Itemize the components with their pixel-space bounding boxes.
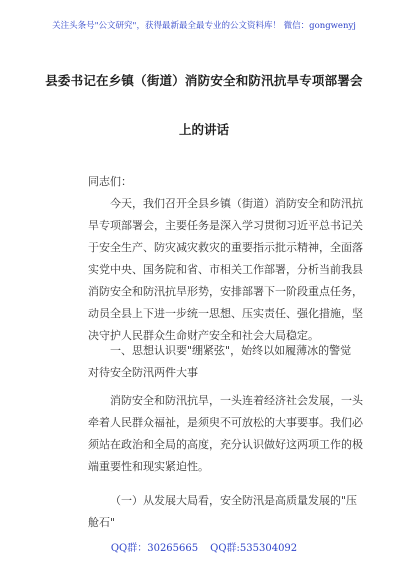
heading-line: 舱石" (88, 516, 116, 529)
salutation (88, 171, 324, 193)
paragraph-line: 消防安全和防汛抗旱，一头连着经济社会发展，一头 (110, 394, 363, 407)
paragraph-line: 决守护人民群众生命财产安全和社会大局稳定。 (88, 329, 319, 342)
subsection-heading-1 (88, 490, 358, 534)
paragraph-line: 于安全生产、防灾减灾救灾的重要指示批示精神，全面落 (88, 241, 363, 254)
paragraph-line: 动员全县上下进一步统一思想、压实责任、强化措施，坚 (88, 307, 363, 320)
paragraph-line: 旱专项部署会，主要任务是深入学习贯彻习近平总书记关 (88, 219, 363, 232)
footer-qq-group-1: QQ群：30265665 (110, 543, 199, 554)
heading-line: 对待安全防汛两件大事 (88, 366, 198, 379)
document-subtitle: 上的讲话 (178, 122, 229, 137)
document-title: 县委书记在乡镇（街道）消防安全和防汛抗旱专项部署会 (45, 73, 363, 88)
section-heading-1 (88, 340, 352, 384)
paragraph-line: 端重要性和现实紧迫性。 (88, 460, 209, 473)
paragraph-line: 须站在政治和全局的高度，充分认识做好这两项工作的极 (88, 438, 363, 451)
footer-contact (0, 539, 408, 554)
heading-line: （一）从发展大局看，安全防汛是高质量发展的"压 (110, 494, 358, 507)
paragraph-line: 牵着人民群众福祉，是须臾不可放松的大事要事。我们必 (88, 416, 363, 429)
paragraph-opening (88, 193, 363, 347)
paragraph-line: 实党中央、国务院和省、市相关工作部署，分析当前我县 (88, 263, 363, 276)
salutation-text: 同志们： (88, 175, 132, 188)
header-promo-note: 关注头条号"公文研究"，获得最新最全最专业的公文资料库！ 微信：gongwenyj (52, 21, 356, 31)
paragraph-line: 今天，我们召开全县乡镇（街道）消防安全和防汛抗 (110, 197, 363, 210)
footer-qq-group-2: QQ群:535304092 (210, 543, 298, 554)
paragraph-line: 消防安全和防汛抗旱形势，安排部署下一阶段重点任务， (88, 285, 363, 298)
paragraph-section-1 (88, 390, 363, 478)
heading-line: 一、思想认识要"绷紧弦"，始终以如履薄冰的警觉 (110, 344, 352, 357)
